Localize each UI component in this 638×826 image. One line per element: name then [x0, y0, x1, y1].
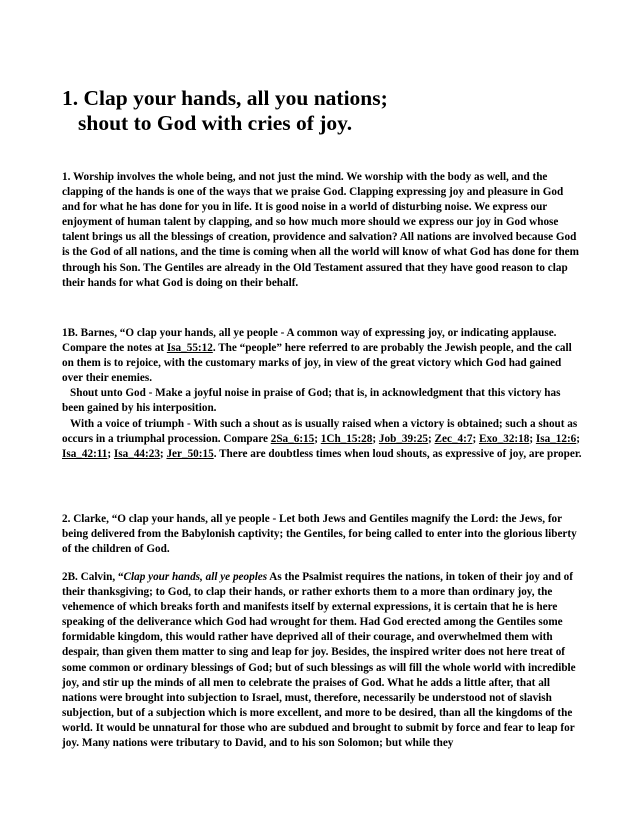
barnes-intro-cont: . The “people” here referred to are probably the Jewish people, and the call on them is to rejoice, with the customary marks of joy, in view of the great victory which God had gained over their enemies.: [62, 342, 572, 385]
scripture-link[interactable]: Job_39:25: [378, 432, 429, 445]
barnes-triumph: With a voice of triumph - With such a shout as is usually raised when a victory is obtained; such a shout as occurs in a triumphal procession. Compare 2Sa_6:15; 1Ch_15:28; Job_39:25; Zec_4:7; Exo_32:18; Isa_12:6; Isa_42:11; Isa_44:23; Jer_50:15. There are doubtless times when loud shouts, as expressive of joy, are proper.: [62, 417, 582, 460]
scripture-link[interactable]: Zec_4:7: [434, 432, 473, 445]
scripture-link[interactable]: Exo_32:18: [478, 432, 530, 445]
scripture-link[interactable]: 1Ch_15:28: [320, 432, 373, 445]
calvin-quote: Clap your hands, all ye peoples: [123, 571, 268, 583]
calvin-body: As the Psalmist requires the nations, in token of their joy and of their thanksgiving; to God, to clap their hands, or rather exhorts them to a more than ordinary joy, the vehemence of which breaks forth and manifests itself by external expressions, it is certain that he is here speaking of the deliverance which God had wrought for them. Had God erected among the Gentiles some formidable kingdom, this would rather have deprived all of their courage, and overwhelmed them with despair, than given them matter to sing and leap for joy. Besides, the inspired writer does not here treat of some common or ordinary blessings of God; but of such blessings as will fill the whole world with incredible joy, and stir up the minds of all men to celebrate the praises of God. What he adds a little after, that all nations were brought into subjection to Israel, must, therefore, necessarily be understood not of slavish subjection, but of a subjection which is more excellent, and more to be desired, than all the kingdoms of the world. It would be unnatural for those who are subdued and brought to submit by force and fear to leap for joy. Many nations were tributary to David, and to his son Solomon; but while they: [62, 571, 576, 750]
calvin-lead: 2B. Calvin, “: [62, 571, 124, 583]
paragraph-worship: 1. Worship involves the whole being, and not just the mind. We worship with the body as well, and the clapping of the hands is one of the ways that we praise God. Clapping expressing joy and pleasure in God and for what he has done for you in life. It is good noise in a world of disturbing noise. We express our enjoyment of human talent by clapping, and so how much more should we express our joy in God whose talent brings us all the blessings of creation, providence and salvation? All nations are involved because God is the God of all nations, and the time is coming when all the world will know of what God has done for them through his Son. The Gentiles are already in the Old Testament assured that they have good reason to clap their hands for what God is doing on their behalf.: [62, 171, 579, 289]
barnes-intro: 1B. Barnes, “O clap your hands, all ye people - A common way of expressing joy, or indicating applause. Compare the notes at: [62, 327, 557, 355]
scripture-link-isa-55-12[interactable]: Isa_55:12: [166, 342, 213, 355]
scripture-link[interactable]: Isa_44:23: [113, 447, 160, 460]
barnes-shout: Shout unto God - Make a joyful noise in praise of God; that is, in acknowledgment that this victory has been gained by his interposition.: [62, 387, 561, 415]
scripture-link[interactable]: 2Sa_6:15: [270, 432, 315, 445]
paragraph-barnes: [62, 326, 582, 462]
paragraph-calvin: [62, 570, 582, 751]
scripture-link[interactable]: Jer_50:15: [166, 447, 214, 460]
scripture-link[interactable]: Isa_12:6: [535, 432, 577, 445]
paragraph-clarke: 2. Clarke, “O clap your hands, all ye people - Let both Jews and Gentiles magnify the Lord: the Jews, for being delivered from the Babylonish captivity; the Gentiles, for being called to enter into the glorious liberty of the children of God.: [62, 513, 577, 556]
page-title: [62, 86, 388, 136]
title-line-2: shout to God with cries of joy.: [78, 111, 353, 135]
title-line-1: 1. Clap your hands, all you nations;: [62, 86, 388, 110]
scripture-link[interactable]: Isa_42:11: [62, 447, 108, 460]
